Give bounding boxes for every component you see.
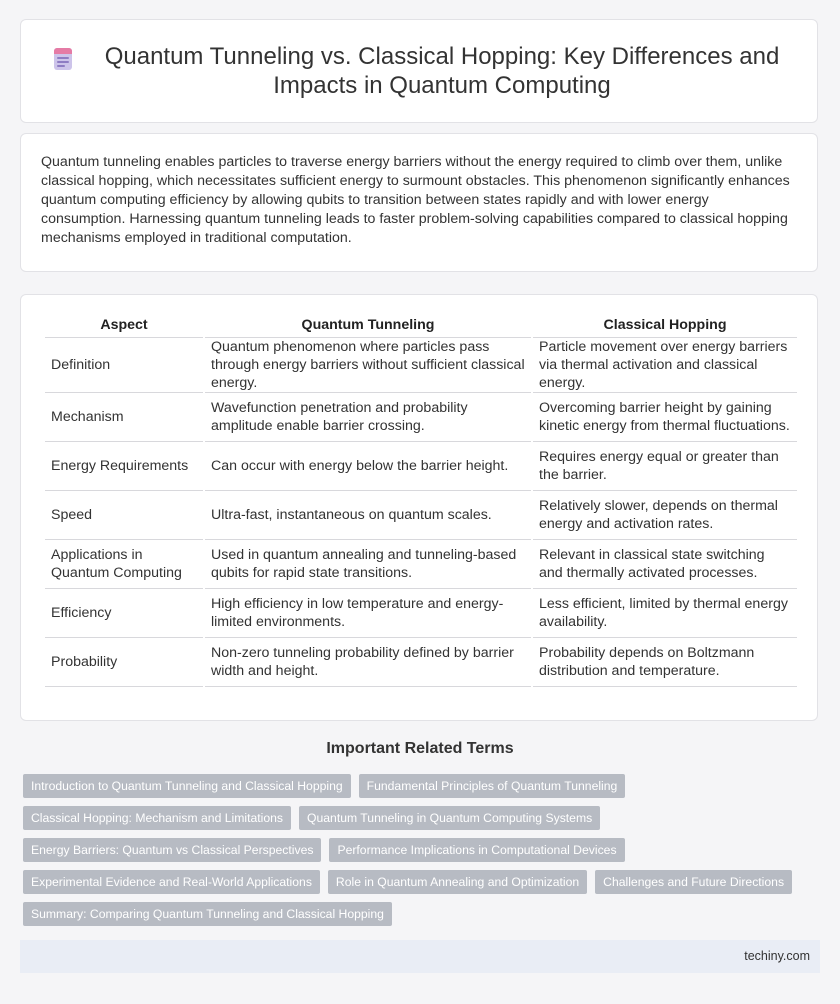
aspect-cell: Applications in Quantum Computing (45, 540, 203, 589)
aspect-cell: Definition (45, 338, 203, 393)
classical-cell: Overcoming barrier height by gaining kinetic energy from thermal fluctuations. (533, 393, 797, 442)
quantum-cell: High efficiency in low temperature and energy-limited environments. (205, 589, 531, 638)
footer-site-link[interactable]: techiny.com (744, 949, 810, 963)
related-term-link[interactable]: Experimental Evidence and Real-World Applications (23, 870, 320, 894)
comparison-table (43, 313, 799, 687)
intro-card (20, 133, 818, 272)
quantum-cell: Ultra-fast, instantaneous on quantum scales. (205, 491, 531, 540)
table-row (45, 638, 797, 687)
intro-paragraph: Quantum tunneling enables particles to traverse energy barriers without the energy required to climb over them, unlike classical hopping, which necessitates sufficient energy to surmount obstacles. This phenomenon significantly enhances quantum computing efficiency by allowing qubits to transition between states rapidly and with lower energy consumption. Harnessing quantum tunneling leads to faster problem-solving capabilities compared to classical hopping mechanisms employed in traditional computation. (41, 154, 790, 246)
table-row (45, 442, 797, 491)
tag-row (23, 870, 823, 894)
quantum-cell: Quantum phenomenon where particles pass through energy barriers without sufficient classical energy. (205, 338, 531, 393)
related-term-link[interactable]: Challenges and Future Directions (595, 870, 792, 894)
aspect-cell: Efficiency (45, 589, 203, 638)
classical-cell: Requires energy equal or greater than the barrier. (533, 442, 797, 491)
related-term-link[interactable]: Introduction to Quantum Tunneling and Classical Hopping (23, 774, 351, 798)
related-terms-list (23, 774, 823, 934)
table-row (45, 491, 797, 540)
tag-row (23, 838, 823, 862)
tag-row (23, 902, 823, 926)
footer (20, 940, 820, 973)
classical-cell: Less efficient, limited by thermal energy availability. (533, 589, 797, 638)
header-aspect: Aspect (45, 313, 203, 338)
related-term-link[interactable]: Summary: Comparing Quantum Tunneling and Classical Hopping (23, 902, 392, 926)
table-row (45, 589, 797, 638)
related-term-link[interactable]: Role in Quantum Annealing and Optimization (328, 870, 587, 894)
related-term-link[interactable]: Fundamental Principles of Quantum Tunneling (359, 774, 626, 798)
header-classical-hopping: Classical Hopping (533, 313, 797, 338)
aspect-cell: Mechanism (45, 393, 203, 442)
page-title: Quantum Tunneling vs. Classical Hopping: Key Differences and Impacts in Quantum Computing (104, 43, 780, 99)
aspect-cell: Speed (45, 491, 203, 540)
classical-cell: Relatively slower, depends on thermal energy and activation rates. (533, 491, 797, 540)
related-terms-title: Important Related Terms (326, 740, 514, 757)
related-term-link[interactable]: Performance Implications in Computational Devices (329, 838, 624, 862)
related-term-link[interactable]: Energy Barriers: Quantum vs Classical Perspectives (23, 838, 321, 862)
table-row (45, 338, 797, 393)
tag-row (23, 806, 823, 830)
table-row (45, 393, 797, 442)
quantum-cell: Used in quantum annealing and tunneling-based qubits for rapid state transitions. (205, 540, 531, 589)
quantum-cell: Can occur with energy below the barrier height. (205, 442, 531, 491)
classical-cell: Relevant in classical state switching and thermally activated processes. (533, 540, 797, 589)
title-card (20, 19, 818, 123)
title-wrap (21, 42, 817, 100)
related-term-link[interactable]: Classical Hopping: Mechanism and Limitations (23, 806, 291, 830)
table-row (45, 540, 797, 589)
aspect-cell: Energy Requirements (45, 442, 203, 491)
tag-row (23, 774, 823, 798)
table-header-row (45, 313, 797, 338)
quantum-cell: Non-zero tunneling probability defined by barrier width and height. (205, 638, 531, 687)
header-quantum-tunneling: Quantum Tunneling (205, 313, 531, 338)
aspect-cell: Probability (45, 638, 203, 687)
classical-cell: Particle movement over energy barriers via thermal activation and classical energy. (533, 338, 797, 393)
classical-cell: Probability depends on Boltzmann distribution and temperature. (533, 638, 797, 687)
document-icon (51, 46, 77, 72)
comparison-card (20, 294, 818, 721)
related-term-link[interactable]: Quantum Tunneling in Quantum Computing Systems (299, 806, 600, 830)
quantum-cell: Wavefunction penetration and probability amplitude enable barrier crossing. (205, 393, 531, 442)
